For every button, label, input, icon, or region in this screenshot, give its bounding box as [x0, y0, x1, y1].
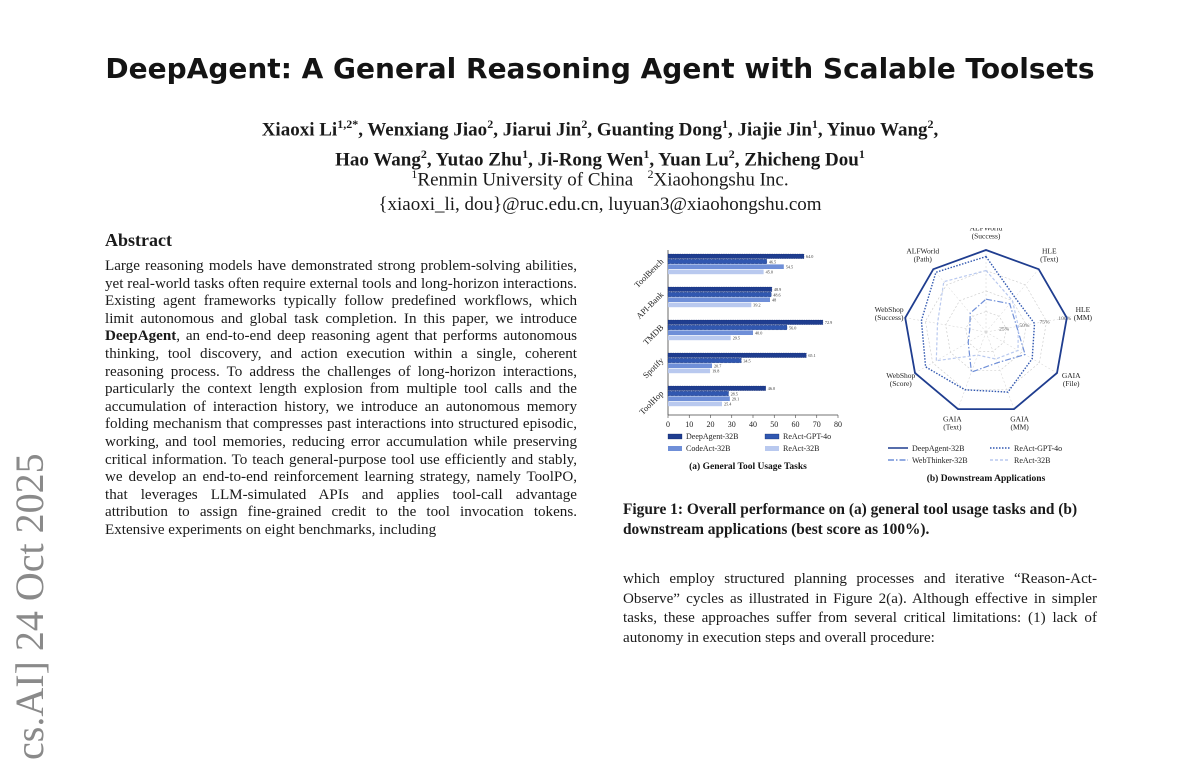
- bar: [668, 270, 764, 275]
- legend-label: DeepAgent-32B: [912, 444, 965, 453]
- author-sup: 2: [728, 147, 735, 162]
- x-tick-label: 60: [791, 420, 800, 429]
- x-tick-label: 30: [727, 420, 736, 429]
- bar-value-label: 19.8: [712, 368, 720, 374]
- bar-value-label: 48.9: [773, 287, 782, 293]
- bar-value-label: 20.7: [713, 363, 722, 369]
- bar-value-label: 29.5: [732, 335, 741, 341]
- radar-ring-label: 50%: [1019, 322, 1030, 329]
- chart-subtitle: (a) General Tool Usage Tasks: [689, 462, 807, 472]
- figure-1: [620, 228, 1100, 488]
- author-sup: 2: [487, 117, 494, 131]
- author-sup: 1: [522, 147, 529, 162]
- radar-axis-label: WebShop (Score): [886, 371, 916, 389]
- radar-series: [968, 299, 1025, 372]
- bar: [668, 363, 712, 368]
- author-name: Hao Wang: [335, 149, 421, 171]
- radar-axis-label: HLE (Text): [1040, 246, 1059, 264]
- radar-ring-label: 100%: [1058, 315, 1072, 322]
- x-tick-label: 40: [749, 420, 757, 429]
- author-name: Ji-Rong Wen: [537, 149, 644, 171]
- author-name: Jiajie Jin: [737, 119, 812, 141]
- x-tick-label: 10: [685, 420, 694, 429]
- author-name: Guanting Dong: [596, 119, 722, 141]
- bar-value-label: 45.0: [765, 269, 773, 275]
- arxiv-stamp: cs.AI] 24 Oct 2025: [7, 453, 52, 760]
- legend-swatch: [668, 434, 682, 439]
- legend-swatch: [668, 446, 682, 451]
- abstract-bold-term: DeepAgent: [105, 328, 177, 345]
- x-tick-label: 70: [812, 420, 821, 429]
- body-paragraph: which employ structured planning processes and iterative “Reason-Act-Observe” cycles as illustrated in Figure 2(a). Although effective in simpler tasks, these approaches suffer from several critical limitations: (1) lack of autonomy in execution steps and overall procedure:: [623, 571, 1097, 646]
- radar-series: [905, 250, 1067, 409]
- bar: [668, 264, 784, 269]
- affiliation-name: Renmin University of China: [417, 169, 634, 191]
- radar-spoke: [986, 332, 1014, 409]
- figure-1-svg: [620, 228, 1100, 488]
- bar: [668, 297, 770, 302]
- author-sup: 2: [581, 117, 588, 131]
- bar-value-label: 28.5: [730, 391, 738, 397]
- affiliation-name: Xiaohongshu Inc.: [653, 169, 789, 191]
- bar: [668, 325, 787, 330]
- legend-swatch: [765, 434, 779, 439]
- bar: [668, 386, 766, 391]
- affiliation-sup: 2: [647, 167, 654, 181]
- legend-label: DeepAgent-32B: [686, 432, 739, 441]
- bar: [668, 391, 729, 396]
- bar-chart: [632, 250, 842, 472]
- bar-value-label: 48: [772, 297, 777, 303]
- author-line-1: Xiaoxi $Li^{1,2*}$, Wenxiang Jiao$^2$, Jiarui Jin$^2$, Guanting Dong$^1$, Jiajie Jin$^1$, Yinuo Wang$^2$,: [261, 117, 939, 141]
- author-name: Jiarui Jin: [502, 119, 582, 141]
- author-name: Yuan Lu: [658, 149, 729, 171]
- radar-axis-label: HLE (MM): [1073, 304, 1093, 322]
- x-tick-label: 20: [706, 420, 715, 429]
- radar-ring-label: 75%: [1039, 319, 1050, 326]
- author-sup: 1: [811, 117, 818, 131]
- bar-value-label: 40.0: [755, 330, 763, 336]
- author-name: Wenxiang Jiao: [367, 119, 488, 141]
- legend-label: ReAct-32B: [1014, 456, 1051, 465]
- legend-label: ReAct-GPT-4o: [783, 432, 832, 441]
- radar-spoke: [986, 332, 1057, 373]
- author-sup: 1,2*: [337, 117, 359, 131]
- bar-value-label: 29.1: [731, 396, 740, 402]
- legend-label: ReAct-GPT-4o: [1014, 444, 1063, 453]
- bar-value-label: 65.1: [808, 353, 816, 359]
- bar-value-label: 39.2: [753, 302, 761, 308]
- radar-axis-label: ALFWorld (Success): [969, 228, 1003, 241]
- affiliation-line: [0, 162, 1200, 192]
- author-sup: 1: [721, 117, 728, 131]
- radar-axis-label: GAIA (File): [1061, 371, 1081, 389]
- radar-ring-label: 25%: [999, 326, 1010, 333]
- radar-axis-label: GAIA (Text): [942, 414, 962, 432]
- bar-value-label: 48.6: [773, 292, 781, 298]
- bar-value-label: 46.5: [768, 259, 777, 265]
- radar-spoke: [958, 332, 986, 409]
- bar: [668, 320, 823, 325]
- affiliations: [0, 162, 1200, 217]
- abstract-heading: Abstract: [105, 230, 172, 250]
- radar-spoke: [905, 318, 986, 332]
- category-label: Spotify: [640, 355, 666, 381]
- abstract-text: , an end-to-end deep reasoning agent that performs autonomous thinking, tool discovery, and action execution within a single, coherent reasoning process. To address the challenges of long-horizon interactions, particularly the context length explosion from multiple tool calls and the accumulation of interaction history, we introduce an autonomous memory folding mechanism that compresses past interactions into structured episodic, working, and tool memories, reducing error accumulation while preserving critical information. To teach general-purpose tool use efficiently and stably, we develop an end-to-end reinforcement learning strategy, namely ToolPO, that leverages LLM-simulated APIs and applies tool-call advantage attribution to assign fine-grained credit to the tool invocation tokens. Extensive experiments on eight benchmarks, including: [105, 328, 577, 538]
- bar: [668, 292, 771, 297]
- radar-spoke: [915, 332, 986, 373]
- legend-label: CodeAct-32B: [686, 444, 731, 453]
- bar: [668, 396, 730, 401]
- author-sup: 2: [927, 117, 934, 131]
- affiliation-sup: 1: [411, 167, 418, 181]
- bar: [668, 259, 767, 264]
- radar-series: [921, 257, 1034, 393]
- bar: [668, 303, 751, 308]
- radar-axis-label: GAIA (MM): [1010, 414, 1030, 432]
- radar-axis-label: ALFWorld (Path): [906, 246, 940, 264]
- radar-spoke: [986, 318, 1067, 332]
- author-line-2: Hao Wang$^2$, Yutao Zhu$^1$, Ji-Rong Wen$^1$, Yuan Lu$^2$, Zhicheng Dou$^1$: [335, 147, 865, 171]
- figure-caption: Figure 1: Overall performance on (a) general tool usage tasks and (b) downstream applications (best score as 100%).: [623, 501, 1078, 538]
- x-tick-label: 0: [666, 420, 670, 429]
- author-sup: 2: [420, 147, 427, 162]
- author-name: Yinuo Wang: [826, 119, 928, 141]
- bar-value-label: 64.0: [806, 254, 814, 260]
- bar: [668, 336, 731, 341]
- category-label: ToolHop: [637, 388, 666, 417]
- bar: [668, 358, 741, 363]
- category-label: ToolBench: [632, 256, 666, 290]
- email-line: {xiaoxi_li, dou}@ruc.edu.cn, luyuan3@xiaohongshu.com: [378, 194, 822, 216]
- chart-subtitle: (b) Downstream Applications: [926, 474, 1046, 484]
- category-label: TMDB: [640, 322, 666, 347]
- x-tick-label: 50: [770, 420, 779, 429]
- bar: [668, 330, 753, 335]
- bar-value-label: 34.5: [743, 358, 751, 364]
- author-name: Xiaoxi Li: [261, 119, 338, 141]
- legend-label: ReAct-32B: [783, 444, 820, 453]
- legend-swatch: [765, 446, 779, 451]
- bar: [668, 369, 710, 374]
- bar: [668, 353, 806, 358]
- legend-label: WebThinker-32B: [912, 456, 968, 465]
- bar: [668, 402, 722, 407]
- x-tick-label: 80: [834, 420, 842, 429]
- abstract-body: [105, 258, 577, 540]
- bar-value-label: 56.0: [789, 325, 797, 331]
- bar-value-label: 25.4: [723, 401, 732, 407]
- bar-value-label: 46.0: [767, 386, 776, 392]
- abstract-text: Large reasoning models have demonstrated strong problem-solving abilities, yet real-world tasks often require external tools and long-horizon interactions. Existing agent frameworks typically follow predefined workflows, which limit autonomous and global task completion. In this paper, we introduce: [105, 258, 577, 327]
- author-sup: 1: [643, 147, 650, 162]
- bar: [668, 287, 772, 292]
- bar-value-label: 54.5: [785, 264, 794, 270]
- category-label: API-Bank: [633, 289, 666, 321]
- bar: [668, 254, 804, 259]
- author-sup: 1: [858, 147, 865, 162]
- radar-axis-label: WebShop (Success): [874, 304, 904, 322]
- bar-value-label: 72.9: [824, 320, 833, 326]
- radar-chart: [875, 228, 1093, 484]
- paper-title: DeepAgent: A General Reasoning Agent with Scalable Toolsets: [105, 52, 1095, 85]
- author-name: Zhicheng Dou: [744, 149, 859, 171]
- author-name: Yutao Zhu: [435, 149, 523, 171]
